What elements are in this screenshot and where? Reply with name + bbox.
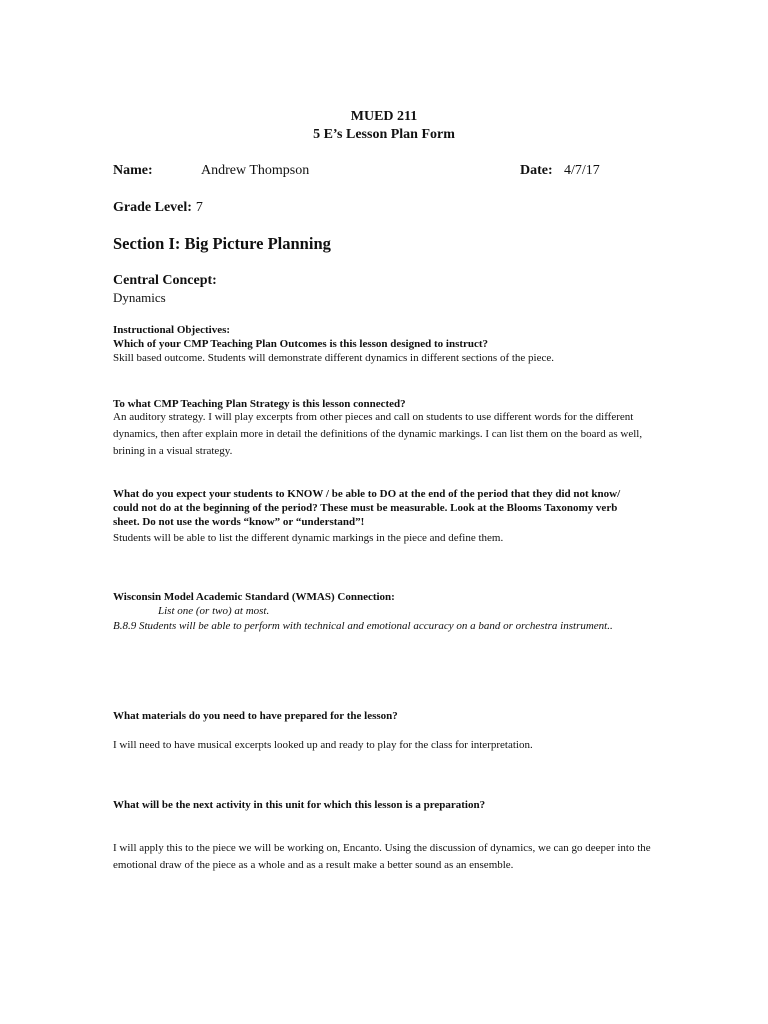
objective-answer-2: An auditory strategy. I will play excerpts from other pieces and call on students to use different words for the different dynamics, then after explain more in detail the definitions of the dynamic markings. I can list them on the board as well, brining in a visual strategy. bbox=[113, 411, 643, 457]
grade-level-value: 7 bbox=[195, 200, 203, 215]
date-value: 4/7/17 bbox=[564, 163, 600, 178]
instructional-objectives-heading: Instructional Objectives: bbox=[113, 324, 231, 336]
name-value: Andrew Thompson bbox=[201, 163, 310, 178]
name-label: Name: bbox=[113, 163, 153, 178]
wmas-standard: B.8.9 Students will be able to perform with technical and emotional accuracy on a band or orchestra instrument.. bbox=[113, 620, 613, 632]
objective-answer-1: Skill based outcome. Students will demonstrate different dynamics in different sections of the piece. bbox=[113, 352, 555, 364]
wmas-heading: Wisconsin Model Academic Standard (WMAS) Connection: bbox=[113, 591, 395, 603]
grade-level-row bbox=[113, 198, 203, 216]
next-activity-question: What will be the next activity in this unit for which this lesson is a preparation? bbox=[113, 799, 486, 811]
materials-question: What materials do you need to have prepared for the lesson? bbox=[113, 710, 398, 722]
objective-question-2: To what CMP Teaching Plan Strategy is this lesson connected? bbox=[113, 398, 406, 410]
section-title: Section I: Big Picture Planning bbox=[113, 234, 331, 253]
next-activity-answer: I will apply this to the piece we will be working on, Encanto. Using the discussion of dynamics, we can go deeper into the emotional draw of the piece as a whole and as a result make a better sound as an ensemble. bbox=[113, 842, 651, 871]
objective-question-3: What do you expect your students to KNOW / be able to DO at the end of the period that they did not know/ could not do at the beginning of the period? These must be measurable. Look at the Blooms Taxonomy verb sheet. Do not use the words “know” or “understand”! bbox=[113, 488, 621, 528]
materials-answer: I will need to have musical excerpts looked up and ready to play for the class for interpretation. bbox=[113, 739, 533, 751]
objective-answer-3: Students will be able to list the different dynamic markings in the piece and define them. bbox=[113, 532, 504, 544]
course-title: MUED 211 bbox=[350, 109, 418, 124]
central-concept-label: Central Concept: bbox=[113, 273, 217, 288]
wmas-instruction: List one (or two) at most. bbox=[158, 605, 270, 617]
grade-level-label: Grade Level: bbox=[113, 200, 192, 215]
objective-question-1: Which of your CMP Teaching Plan Outcomes is this lesson designed to instruct? bbox=[113, 338, 489, 350]
form-title: 5 E’s Lesson Plan Form bbox=[313, 127, 455, 142]
central-concept-value: Dynamics bbox=[113, 290, 166, 305]
date-label: Date: bbox=[520, 163, 553, 178]
